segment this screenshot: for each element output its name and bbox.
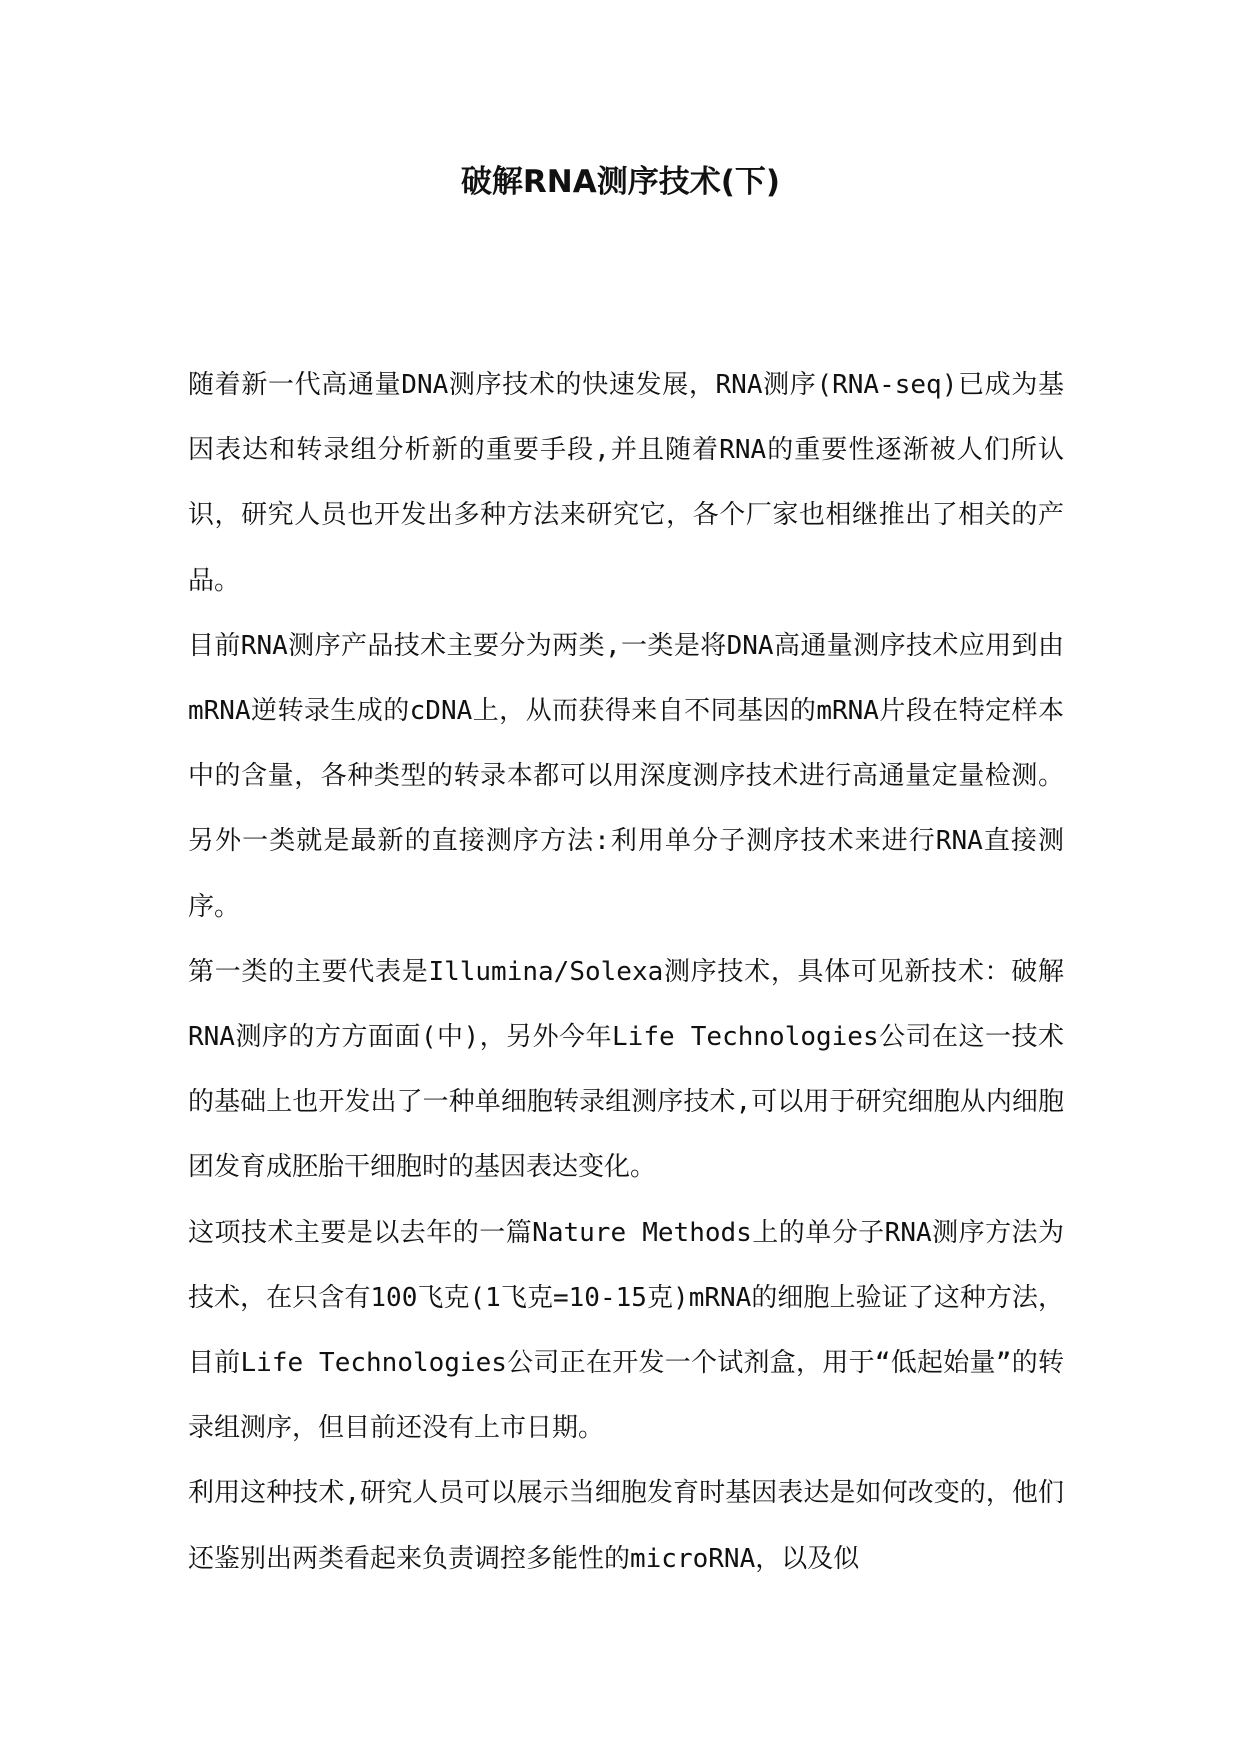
paragraph-1: 随着新一代高通量DNA测序技术的快速发展，RNA测序(RNA-seq)已成为基因表达和转录组分析新的重要手段,并且随着RNA的重要性逐渐被人们所认识，研究人员也开发出多种方法来研究它，各个厂家也相继推出了相关的产品。	[188, 370, 1064, 596]
paragraph-2: 目前RNA测序产品技术主要分为两类,一类是将DNA高通量测序技术应用到由mRNA逆转录生成的cDNA上，从而获得来自不同基因的mRNA片段在特定样本中的含量，各种类型的转录本都可以用深度测序技术进行高通量定量检测。另外一类就是最新的直接测序方法:利用单分子测序技术来进行RNA直接测序。	[188, 630, 1064, 922]
paragraph-5: 利用这种技术,研究人员可以展示当细胞发育时基因表达是如何改变的，他们还鉴别出两类看起来负责调控多能性的microRNA，以及似	[188, 1478, 1064, 1574]
paragraph-3: 第一类的主要代表是Illumina/Solexa测序技术，具体可见新技术：破解RNA测序的方方面面(中)，另外今年Life Technologies公司在这一技术的基础上也开发出了一种单细胞转录组测序技术,可以用于研究细胞从内细胞团发育成胚胎干细胞时的基因表达变化。	[188, 956, 1064, 1183]
document-title: 破解RNA测序技术(下)	[460, 164, 781, 200]
paragraph-4: 这项技术主要是以去年的一篇Nature Methods上的单分子RNA测序方法为技术，在只含有100飞克(1飞克=10-15克)mRNA的细胞上验证了这种方法，目前Life Technologies公司正在开发一个试剂盒，用于“低起始量”的转录组测序，但目前还没有上市日期。	[188, 1217, 1064, 1444]
document-body	[188, 353, 1064, 1592]
